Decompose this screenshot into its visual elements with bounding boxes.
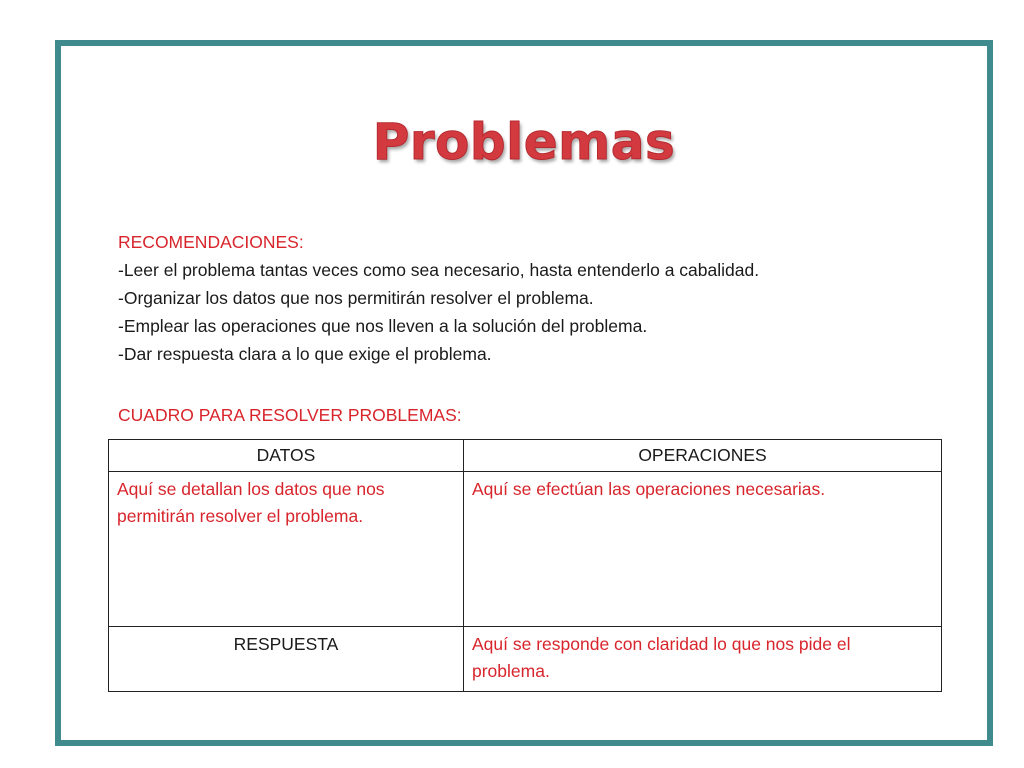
datos-cell: Aquí se detallan los datos que nos permitirán resolver el problema. [109,472,464,627]
table-row [109,472,942,627]
header-datos: DATOS [109,440,464,472]
slide-title: Problemas [372,113,676,171]
recommendations-section [118,228,759,368]
table-header-row [109,440,942,472]
recommendation-item: -Dar respuesta clara a lo que exige el problema. [118,344,492,364]
slide-frame [55,40,993,746]
respuesta-label-cell: RESPUESTA [109,627,464,692]
recommendation-item: -Organizar los datos que nos permitirán resolver el problema. [118,288,594,308]
table-row [109,627,942,692]
problem-solving-table [108,439,942,692]
recommendation-item: -Leer el problema tantas veces como sea necesario, hasta entenderlo a cabalidad. [118,260,760,280]
recommendations-heading: RECOMENDACIONES: [118,232,304,252]
recommendation-item: -Emplear las operaciones que nos lleven a la solución del problema. [118,316,648,336]
recommendations-list [118,256,759,368]
operaciones-cell: Aquí se efectúan las operaciones necesarias. [464,472,942,627]
table-heading: CUADRO PARA RESOLVER PROBLEMAS: [118,405,462,425]
respuesta-cell: Aquí se responde con claridad lo que nos pide el problema. [464,627,942,692]
header-operaciones: OPERACIONES [464,440,942,472]
